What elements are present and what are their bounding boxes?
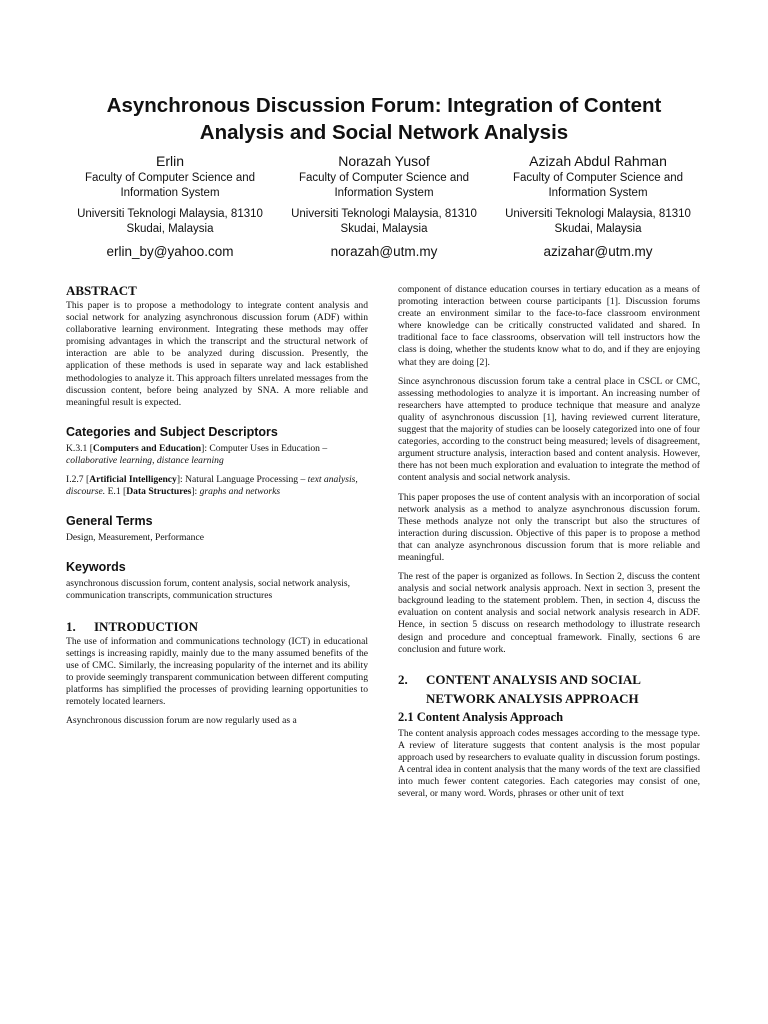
author-3 <box>492 152 704 260</box>
category-rest: ]: Computer Uses in Education – <box>201 442 328 454</box>
university-line-2: Skudai, Malaysia <box>554 223 642 235</box>
section-title <box>426 670 696 708</box>
keywords-text: asynchronous discussion forum, content analysis, social network analysis, communication transcripts, communication structures <box>66 578 351 602</box>
category-bold: Data Structures <box>126 486 192 498</box>
category-italic: text analysis, discourse. <box>66 474 358 498</box>
intro-paragraph-4: This paper proposes the use of content analysis with an incorporation of social network analysis as a method to analyze asynchronous discussion forum. These methods analyze not only the transcript but also the structures of interaction during discussion. Objective of this paper is to propose a method that can analyze asynchronous discussion forum that is more reliable and meaningful. <box>398 491 700 563</box>
author-name: Azizah Abdul Rahman <box>529 153 667 169</box>
intro-paragraph-2: Asynchronous discussion forum are now regularly used as a <box>66 715 297 727</box>
paper-title <box>40 92 728 146</box>
author-affiliation <box>278 171 490 201</box>
author-2 <box>278 152 490 260</box>
introduction-heading <box>66 619 368 634</box>
author-university <box>64 207 276 237</box>
category-i27 <box>66 474 368 498</box>
affiliation-line-1: Faculty of Computer Science and <box>298 172 470 184</box>
author-email: azizahar@utm.my <box>543 244 653 259</box>
categories-heading: Categories and Subject Descriptors <box>66 424 278 439</box>
category-italic: graphs and networks <box>199 486 281 498</box>
author-university <box>278 207 490 237</box>
category-bold: Artificial Intelligency <box>89 474 177 486</box>
category-rest: ]: Natural Language Processing – <box>176 474 306 486</box>
affiliation-line-2: Information System <box>334 187 434 199</box>
category-k31 <box>66 443 368 467</box>
affiliation-line-1: Faculty of Computer Science and <box>84 172 256 184</box>
general-terms-heading: General Terms <box>66 514 153 529</box>
paper-title-line-2: Analysis and Social Network Analysis <box>199 121 569 144</box>
category-italic: collaborative learning, distance learning <box>66 454 224 466</box>
section-number: 1. <box>66 618 76 634</box>
section-title-line-1: CONTENT ANALYSIS AND SOCIAL <box>426 671 641 687</box>
category-code: E.1 [ <box>105 486 127 498</box>
keywords-heading: Keywords <box>66 560 126 575</box>
author-1 <box>64 152 276 260</box>
author-block <box>64 152 704 260</box>
left-column <box>66 283 368 734</box>
section-title: INTRODUCTION <box>94 618 199 634</box>
category-rest: ]: <box>191 486 198 498</box>
category-code: I.2.7 [ <box>66 474 90 486</box>
university-line-2: Skudai, Malaysia <box>340 223 428 235</box>
author-affiliation <box>64 171 276 201</box>
author-name: Norazah Yusof <box>338 153 430 169</box>
author-email: erlin_by@yahoo.com <box>106 244 234 259</box>
subsection-2-1-heading: 2.1 Content Analysis Approach <box>398 709 564 724</box>
author-name: Erlin <box>155 153 184 169</box>
intro-paragraph-1: The use of information and communications technology (ICT) in educational settings is increasing rapidly, mainly due to the many assumed benefits of the use of CMC. Similarly, the increasing popularity of the internet and its ability to provide seemingly transparent communication between different computing platforms has simplified the processes of providing learning opportunities to remotely located learners. <box>66 635 368 707</box>
intro-paragraph-2-continued: component of distance education courses in tertiary education as a means of promoting interaction between course participants [1]. Discussion forums create an environment similar to the face-to-face classroom environment where knowledge can be critically constructed validated and shared. In traditional face to face classrooms, observation will tell instructors how the class is doing, whether the students know what to do, and if they are enjoying what they are doing [2]. <box>398 284 700 368</box>
abstract-heading: ABSTRACT <box>66 283 137 298</box>
section-title-line-2: NETWORK ANALYSIS APPROACH <box>426 690 639 706</box>
author-affiliation <box>492 171 704 201</box>
section-2-heading <box>398 670 700 708</box>
affiliation-line-2: Information System <box>548 187 648 199</box>
author-university <box>492 207 704 237</box>
right-column <box>398 284 700 807</box>
intro-paragraph-3: Since asynchronous discussion forum take a central place in CSCL or CMC, assessing methodologies to analyze it is important. An increasing number of researchers have attempted to produce technique that measure and analyze quality of asynchronous discussion [1], having reviewed current literature, suggest that the majority of studies can be loosely categorized into one of four categories, according to the construct being measured; levels of disagreement, argument structure analysis, interaction based and content analysis. However, there has not been much exploration and evaluation to integrate the method of content analysis and social network analysis. <box>398 375 700 484</box>
university-line-2: Skudai, Malaysia <box>126 223 214 235</box>
intro-paragraph-5: The rest of the paper is organized as follows. In Section 2, discuss the content analysis and social network analysis approach. Next in section 3, present the background leading to the statement problem. Then, in section 4, discuss the evaluation on content analysis and social network analysis research in ADF. Hence, in section 5 discuss on research methodology to illustrate research design and procedure and conceptual framework. Finally, sections 6 are conclusion and future work. <box>398 571 700 655</box>
abstract-text: This paper is to propose a methodology to integrate content analysis and social network for analyzing asynchronous discussion forum (ADF) within collaborative learning environment. Integrating these methods may offer promising advantages in which the transcript and the structural network of interaction are able to be analyzed during discussion. Presently, the application of these methods is used in separate way and lack established methodologies to analyze it. This approach filters unrelated messages from the discussion content, before being analyzed by SNA. A more reliable and meaningful result is expected. <box>66 300 368 408</box>
university-line-1: Universiti Teknologi Malaysia, 81310 <box>505 208 691 220</box>
author-email: norazah@utm.my <box>330 244 438 259</box>
affiliation-line-1: Faculty of Computer Science and <box>512 172 684 184</box>
category-bold: Computers and Education <box>92 442 202 454</box>
university-line-1: Universiti Teknologi Malaysia, 81310 <box>291 208 477 220</box>
university-line-1: Universiti Teknologi Malaysia, 81310 <box>77 208 263 220</box>
section-number: 2. <box>398 671 408 687</box>
paper-title-line-1: Asynchronous Discussion Forum: Integration of Content <box>106 94 662 117</box>
affiliation-line-2: Information System <box>120 187 220 199</box>
general-terms-text: Design, Measurement, Performance <box>66 532 204 544</box>
section-2-1-paragraph-1: The content analysis approach codes messages according to the message type. A review of literature suggests that content analysis is the most popular approach used by researchers to evaluate quality in discussion forum postings. A central idea in content analysis that the many words of the text are classified into much fewer content categories. Each categories may consist of one, several, or many word. Words, phrases or other unit of text <box>398 727 700 800</box>
category-code: K.3.1 [ <box>66 442 93 454</box>
